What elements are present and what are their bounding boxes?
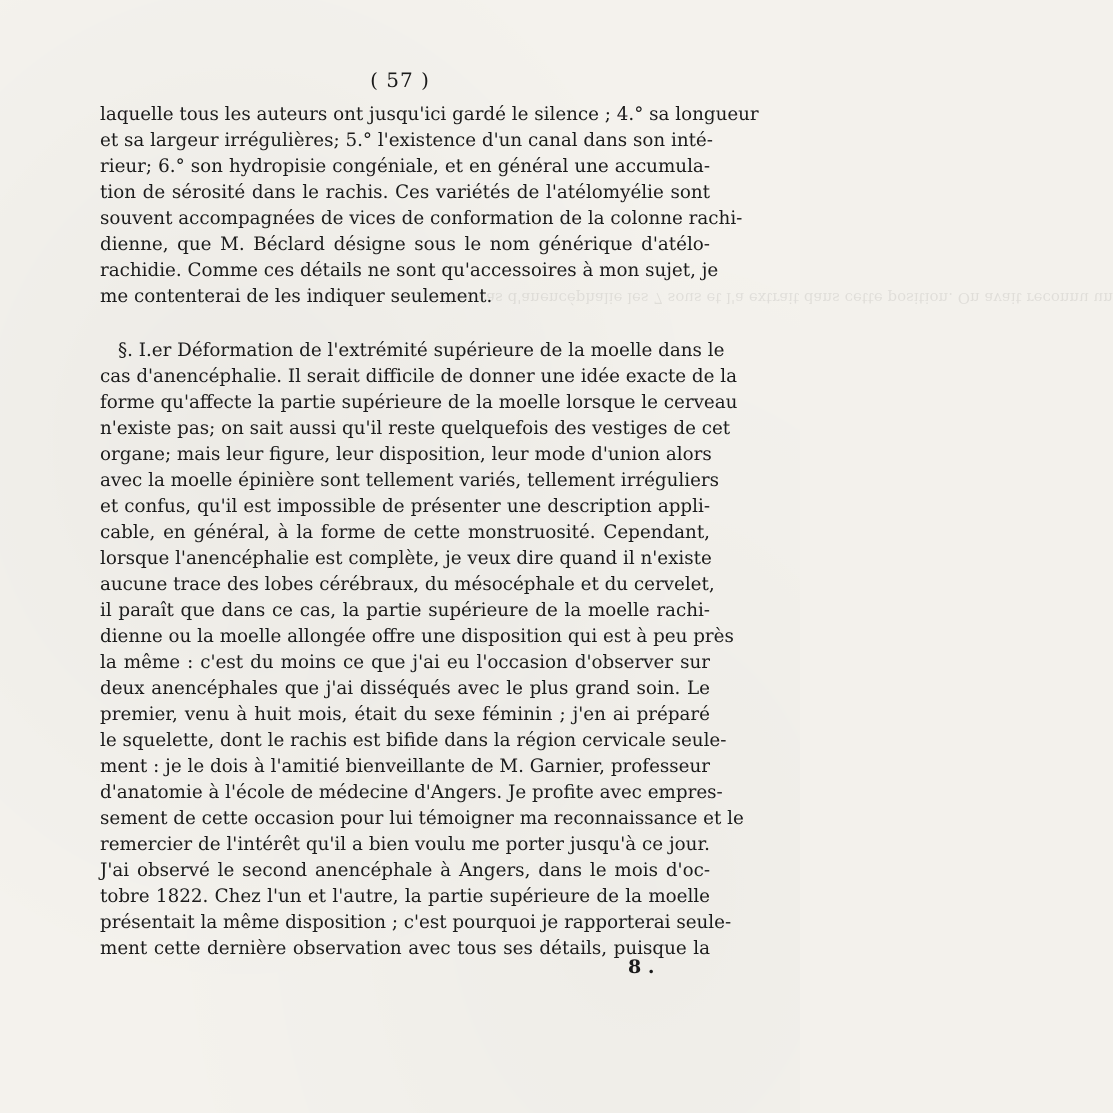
- text-line: J'ai observé le second anencéphale à Angers, dans le mois d'oc-: [100, 860, 710, 881]
- text-line: laquelle tous les auteurs ont jusqu'ici gardé le silence ; 4.° sa longueur: [100, 104, 759, 125]
- text-line: premier, venu à huit mois, était du sexe féminin ; j'en ai préparé: [100, 704, 710, 725]
- text-line: me contenterai de les indiquer seulement.: [100, 286, 493, 307]
- page-number: ( 57 ): [370, 68, 430, 92]
- text-line: rieur; 6.° son hydropisie congéniale, et en général une accumula-: [100, 156, 710, 177]
- text-line: tion de sérosité dans le rachis. Ces variétés de l'atélomyélie sont: [100, 182, 710, 203]
- text-line: d'anatomie à l'école de médecine d'Angers. Je profite avec empres-: [100, 782, 723, 803]
- text-line: rachidie. Comme ces détails ne sont qu'accessoires à mon sujet, je: [100, 260, 719, 281]
- text-line: tobre 1822. Chez l'un et l'autre, la partie supérieure de la moelle: [100, 886, 710, 907]
- text-line: organe; mais leur figure, leur disposition, leur mode d'union alors: [100, 444, 712, 465]
- text-line: sement de cette occasion pour lui témoigner ma reconnaissance et le: [100, 808, 744, 829]
- text-line: cable, en général, à la forme de cette monstruosité. Cependant,: [100, 522, 710, 543]
- text-line: dienne ou la moelle allongée offre une disposition qui est à peu près: [100, 626, 734, 647]
- text-line: aucune trace des lobes cérébraux, du mésocéphale et du cervelet,: [100, 574, 715, 595]
- text-line: remercier de l'intérêt qu'il a bien voulu me porter jusqu'à ce jour.: [100, 834, 710, 855]
- text-line: forme qu'affecte la partie supérieure de la moelle lorsque le cerveau: [100, 392, 738, 413]
- section-heading-line: §. I.er Déformation de l'extrémité supérieure de la moelle dans le: [118, 340, 725, 361]
- text-line: avec la moelle épinière sont tellement variés, tellement irréguliers: [100, 470, 720, 491]
- text-line: il paraît que dans ce cas, la partie supérieure de la moelle rachi-: [100, 600, 710, 621]
- signature-mark: 8 .: [628, 956, 655, 978]
- text-line: le squelette, dont le rachis est bifide dans la région cervicale seule-: [100, 730, 727, 751]
- text-line: ment : je le dois à l'amitié bienveillante de M. Garnier, professeur: [100, 756, 710, 777]
- text-line: et confus, qu'il est impossible de présenter une description appli-: [100, 496, 710, 517]
- text-line: cas d'anencéphalie. Il serait difficile de donner une idée exacte de la: [100, 366, 738, 387]
- bleed-through-text: d'un cas d'anencéphalie les 7 sous et l'a extrait dans cette position. On avait reconnu un: [440, 289, 1113, 307]
- text-line: la même : c'est du moins ce que j'ai eu l'occasion d'observer sur: [100, 652, 710, 673]
- text-line: souvent accompagnées de vices de conformation de la colonne rachi-: [100, 208, 743, 229]
- text-line: ment cette dernière observation avec tous ses détails, puisque la: [100, 938, 710, 959]
- text-line: présentait la même disposition ; c'est pourquoi je rapporterai seule-: [100, 912, 732, 933]
- text-line: et sa largeur irrégulières; 5.° l'existence d'un canal dans son inté-: [100, 130, 713, 151]
- text-line: lorsque l'anencéphalie est complète, je veux dire quand il n'existe: [100, 548, 712, 569]
- text-line: deux anencéphales que j'ai disséqués avec le plus grand soin. Le: [100, 678, 710, 699]
- text-line: n'existe pas; on sait aussi qu'il reste quelquefois des vestiges de cet: [100, 418, 731, 439]
- text-line: dienne, que M. Béclard désigne sous le nom générique d'atélo-: [100, 234, 710, 255]
